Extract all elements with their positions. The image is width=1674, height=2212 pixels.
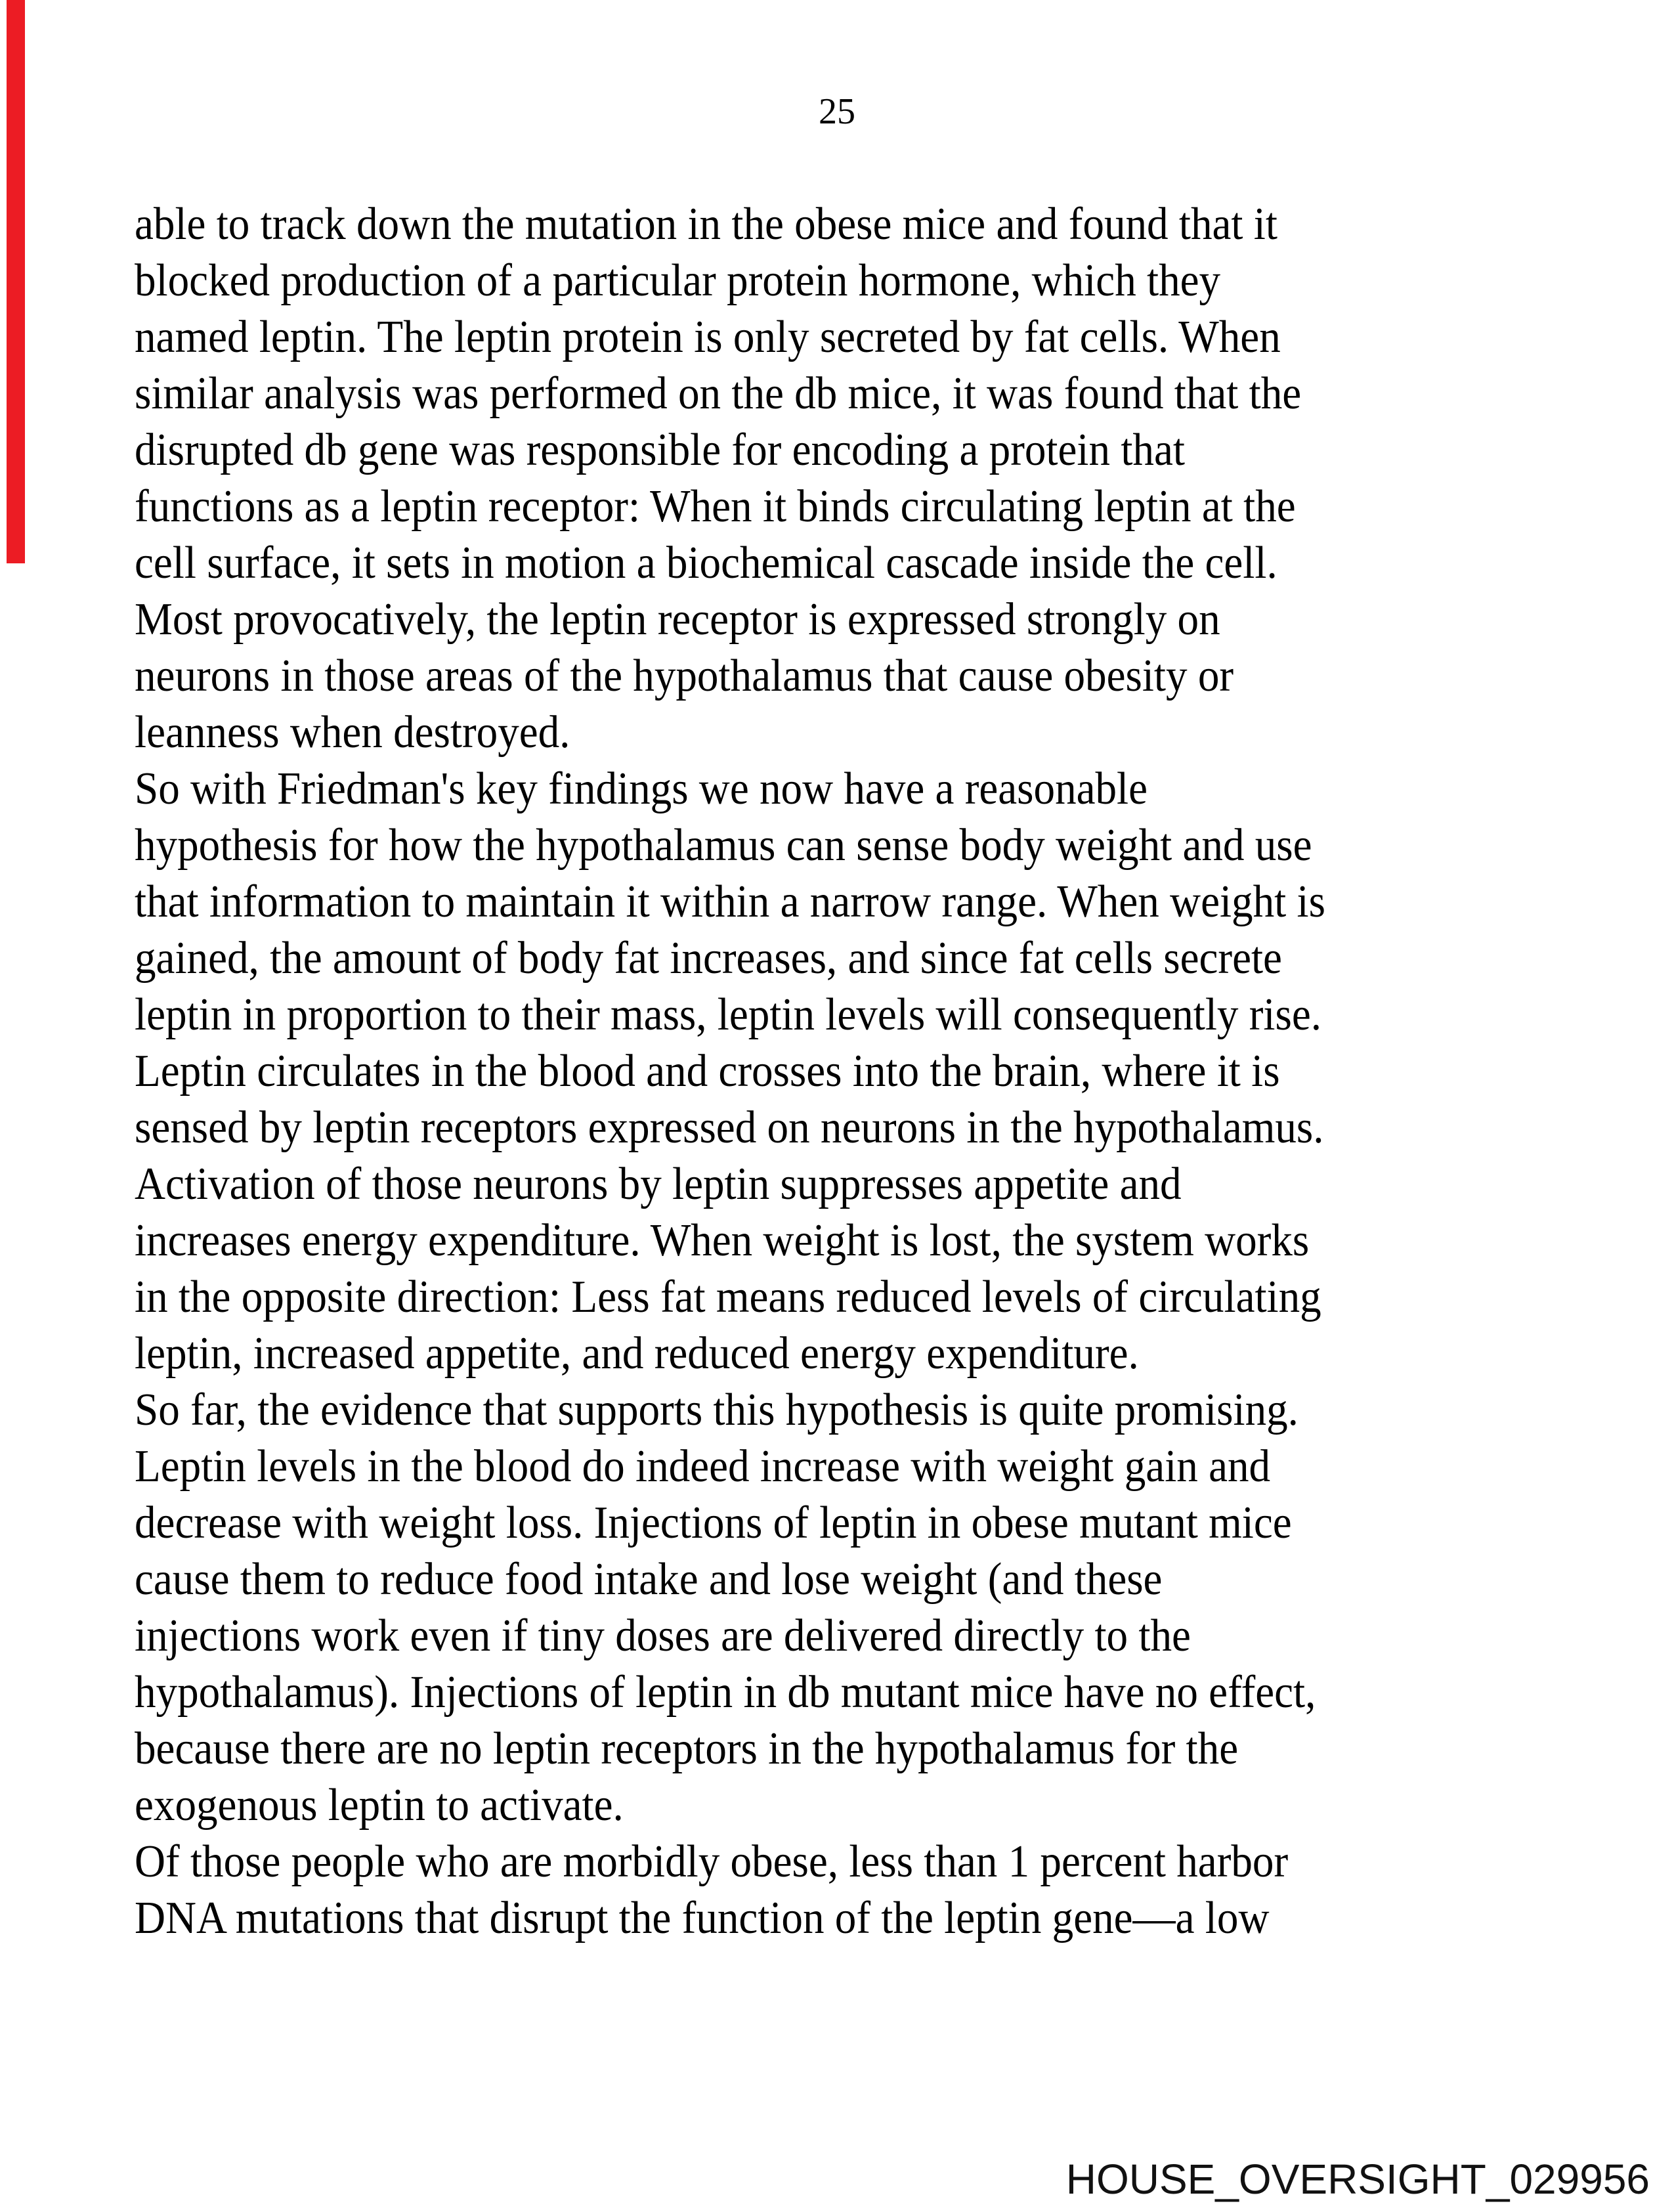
text-line: able to track down the mutation in the obese mice and found that it xyxy=(135,199,1277,249)
text-line: similar analysis was performed on the db mice, it was found that the xyxy=(135,368,1302,419)
text-line: Leptin levels in the blood do indeed increase with weight gain and xyxy=(135,1441,1271,1492)
text-line: cause them to reduce food intake and lose weight (and these xyxy=(135,1554,1163,1605)
text-line: disrupted db gene was responsible for encoding a protein that xyxy=(135,425,1185,475)
text-line: sensed by leptin receptors expressed on neurons in the hypothalamus. xyxy=(135,1102,1324,1153)
text-line: cell surface, it sets in motion a biochemical cascade inside the cell. xyxy=(135,538,1277,588)
text-line: leptin, increased appetite, and reduced energy expenditure. xyxy=(135,1328,1139,1379)
text-line: hypothesis for how the hypothalamus can sense body weight and use xyxy=(135,820,1312,871)
text-line: in the opposite direction: Less fat means reduced levels of circulating xyxy=(135,1272,1321,1322)
text-line: gained, the amount of body fat increases, and since fat cells secrete xyxy=(135,933,1282,984)
text-line: hypothalamus). Injections of leptin in db mutant mice have no effect, xyxy=(135,1667,1316,1718)
text-line: decrease with weight loss. Injections of leptin in obese mutant mice xyxy=(135,1498,1292,1548)
text-line: neurons in those areas of the hypothalamus that cause obesity or xyxy=(135,651,1234,701)
text-line: injections work even if tiny doses are delivered directly to the xyxy=(135,1611,1191,1661)
text-line: So with Friedman's key findings we now have a reasonable xyxy=(135,764,1148,814)
text-line: functions as a leptin receptor: When it binds circulating leptin at the xyxy=(135,481,1296,532)
text-line: Most provocatively, the leptin receptor is expressed strongly on xyxy=(135,594,1220,645)
text-line: increases energy expenditure. When weight is lost, the system works xyxy=(135,1215,1310,1266)
text-line: that information to maintain it within a narrow range. When weight is xyxy=(135,877,1325,927)
text-line: because there are no leptin receptors in the hypothalamus for the xyxy=(135,1724,1239,1774)
text-line: leanness when destroyed. xyxy=(135,707,570,758)
text-line: So far, the evidence that supports this hypothesis is quite promising. xyxy=(135,1385,1298,1435)
text-line: exogenous leptin to activate. xyxy=(135,1780,624,1831)
page-number: 25 xyxy=(819,91,855,132)
text-line: DNA mutations that disrupt the function of the leptin gene—a low xyxy=(135,1893,1270,1943)
text-line: blocked production of a particular protein hormone, which they xyxy=(135,255,1221,306)
text-line: Leptin circulates in the blood and crosses into the brain, where it is xyxy=(135,1046,1280,1096)
text-line: Of those people who are morbidly obese, less than 1 percent harbor xyxy=(135,1836,1289,1887)
footer-bates-number: HOUSE_OVERSIGHT_029956 xyxy=(1065,2156,1650,2203)
text-line: leptin in proportion to their mass, leptin levels will consequently rise. xyxy=(135,989,1322,1040)
margin-marker-bar xyxy=(7,0,25,563)
body-text xyxy=(135,196,1539,1947)
text-line: named leptin. The leptin protein is only secreted by fat cells. When xyxy=(135,312,1281,362)
text-line: Activation of those neurons by leptin suppresses appetite and xyxy=(135,1159,1182,1209)
